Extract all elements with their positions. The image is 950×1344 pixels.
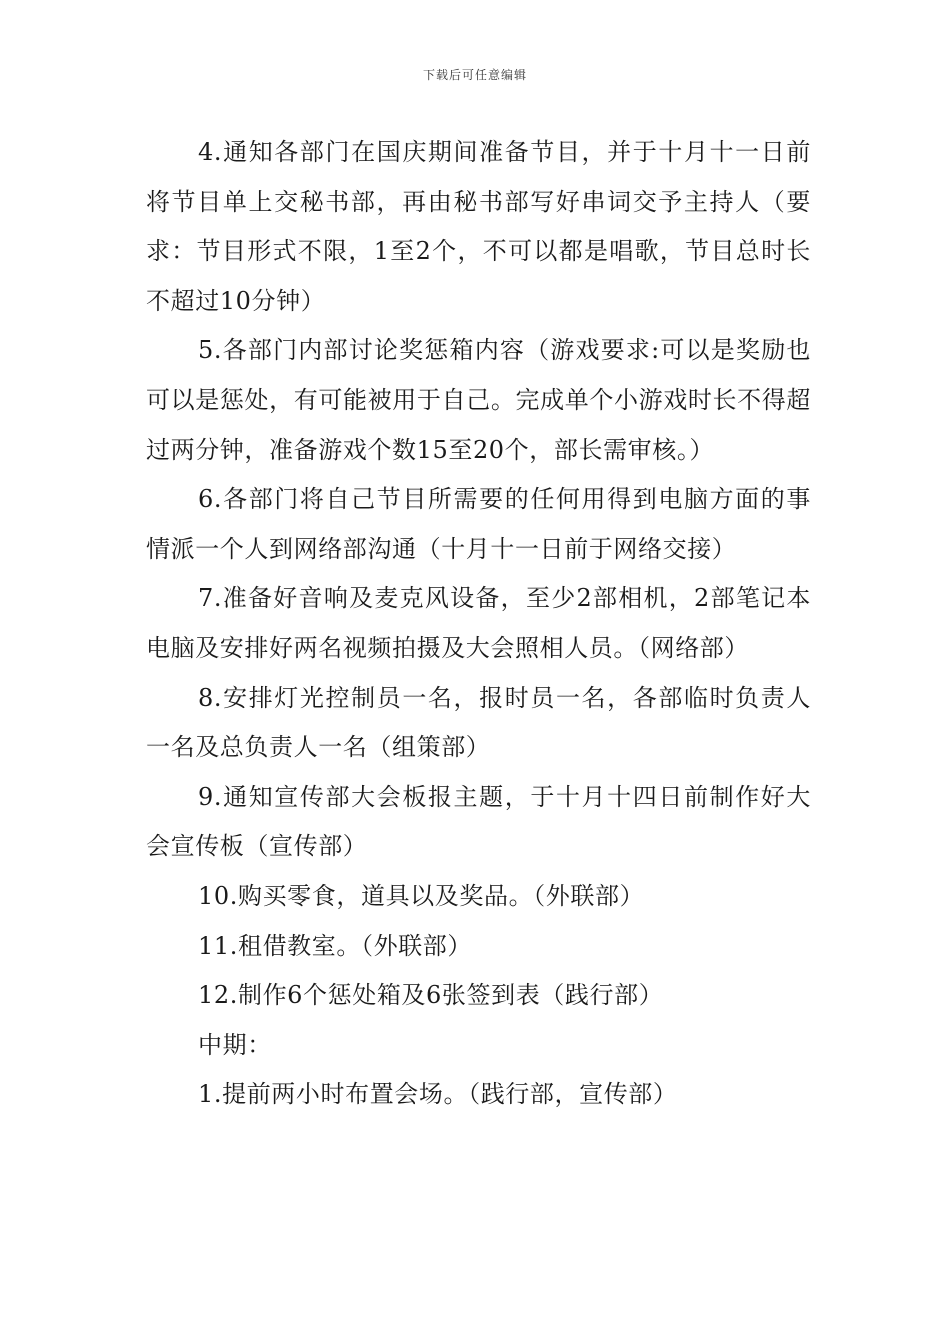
paragraph-item-4: 4.通知各部门在国庆期间准备节目，并于十月十一日前将节目单上交秘书部，再由秘书部写好串词交予主持人（要求：节目形式不限，1至2个，不可以都是唱歌，节目总时长不超过10分钟） — [146, 138, 811, 315]
paragraph-item-9: 9.通知宣传部大会板报主题，于十月十四日前制作好大会宣传板（宣传部） — [146, 782, 811, 861]
paragraph-item-8: 8.安排灯光控制员一名，报时员一名，各部临时负责人一名及总负责人一名（组策部） — [146, 683, 811, 762]
section-heading-midterm: 中期： — [198, 1030, 272, 1059]
paragraph-midterm-item-1: 1.提前两小时布置会场。（践行部，宣传部） — [198, 1080, 678, 1109]
paragraph-item-11: 11.租借教室。（外联部） — [198, 931, 472, 960]
paragraph-item-6: 6.各部门将自己节目所需要的任何用得到电脑方面的事情派一个人到网络部沟通（十月十一日前于网络交接） — [146, 485, 811, 563]
paragraph-item-5: 5.各部门内部讨论奖惩箱内容（游戏要求:可以是奖励也可以是惩处，有可能被用于自己。完成单个小游戏时长不得超过两分钟，准备游戏个数15至20个，部长需审核。） — [146, 336, 811, 464]
paragraph-item-10: 10.购买零食，道具以及奖品。（外联部） — [198, 881, 645, 910]
paragraph-item-7: 7.准备好音响及麦克风设备，至少2部相机，2部笔记本电脑及安排好两名视频拍摄及大会照相人员。（网络部） — [146, 584, 811, 662]
page-header: 下载后可任意编辑 — [422, 68, 527, 82]
document-body — [146, 128, 811, 1120]
paragraph-item-12: 12.制作6个惩处箱及6张签到表（践行部） — [198, 981, 664, 1010]
